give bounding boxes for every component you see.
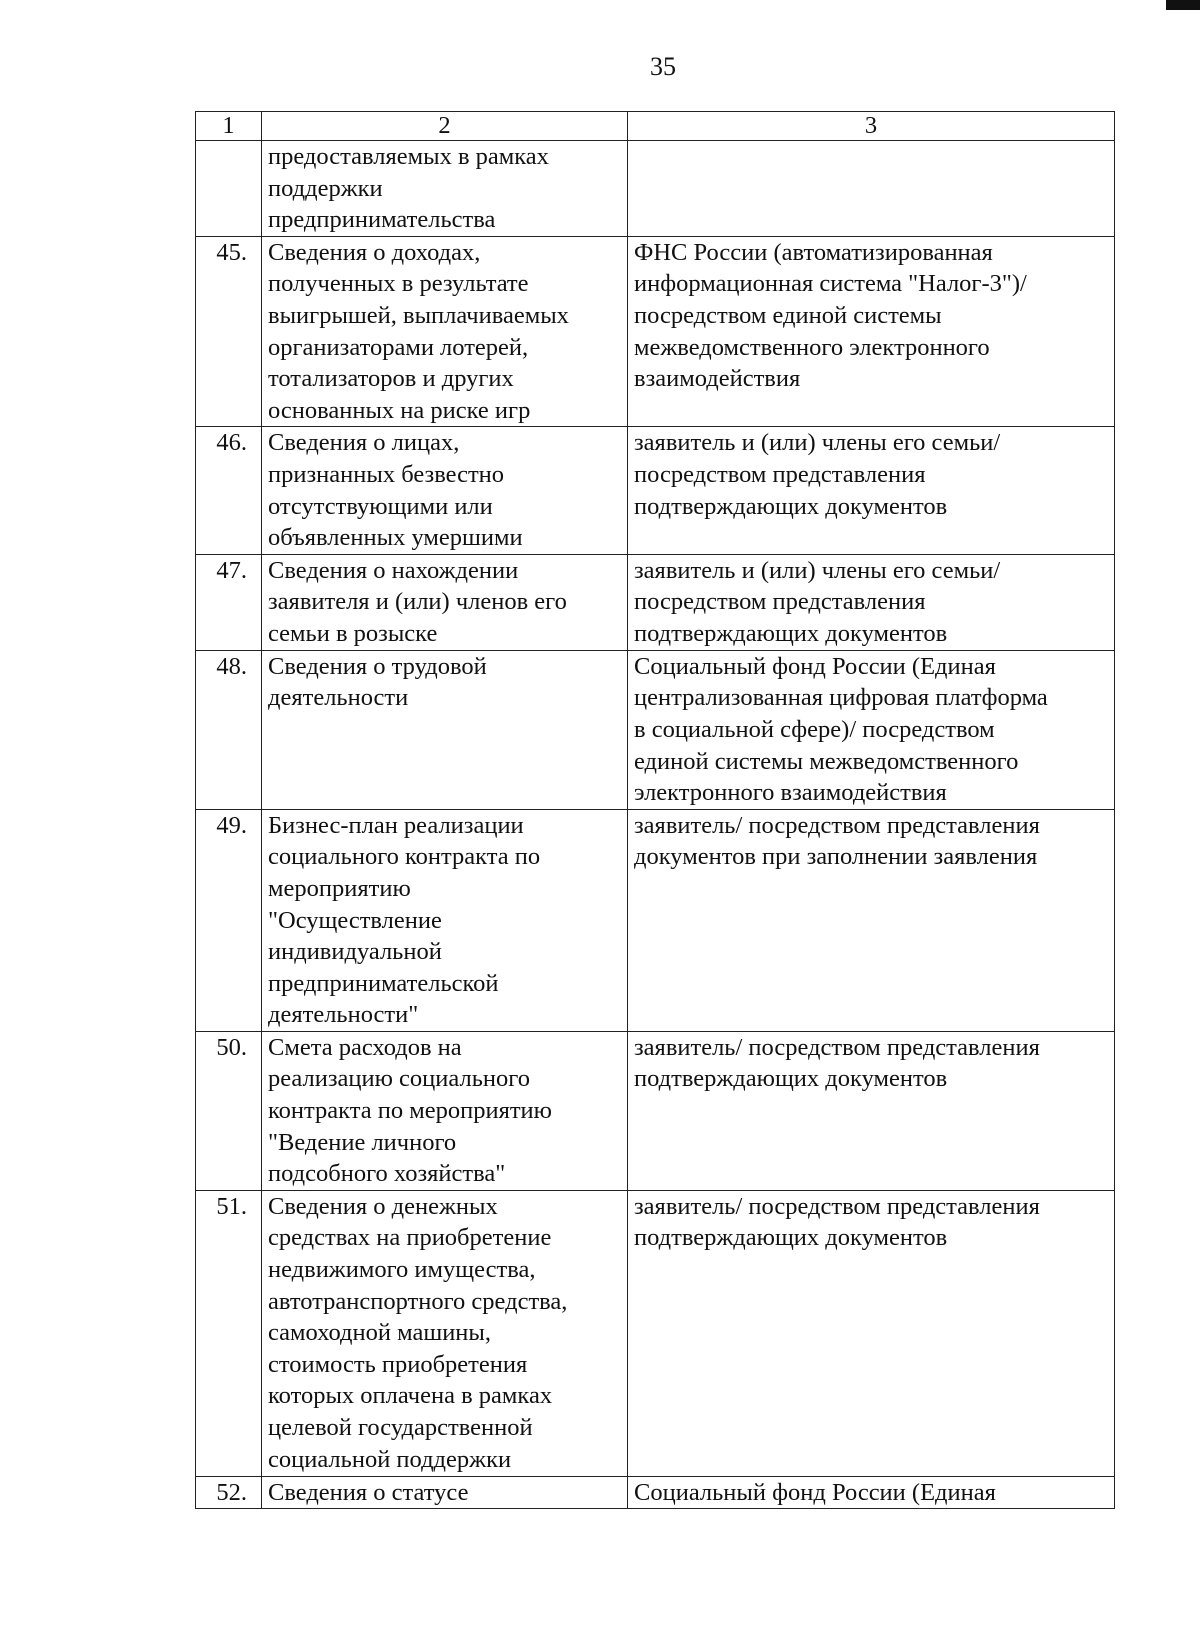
table-row: [196, 236, 1115, 427]
row-source: Социальный фонд России (Единая: [628, 1476, 1115, 1509]
table-row: [196, 1031, 1115, 1190]
table-header-row: [196, 112, 1115, 141]
row-description: Смета расходов на реализацию социального контракта по мероприятию "Ведение личного подсобного хозяйства": [262, 1031, 628, 1190]
row-number: 48.: [196, 650, 262, 809]
row-number: 52.: [196, 1476, 262, 1509]
row-source: Социальный фонд России (Единая централизованная цифровая платформа в социальной сфере)/ посредством единой системы межведомственного электронного взаимодействия: [628, 650, 1115, 809]
page-number: 35: [650, 52, 676, 81]
row-number: 46.: [196, 427, 262, 554]
row-source: заявитель/ посредством представления документов при заполнении заявления: [628, 809, 1115, 1031]
row-description: Бизнес-план реализации социального контракта по мероприятию "Осуществление индивидуальной предпринимательской деятельности": [262, 809, 628, 1031]
row-source: [628, 141, 1115, 237]
row-description: Сведения о доходах, полученных в результате выигрышей, выплачиваемых организаторами лотерей, тотализаторов и других основанных на риске игр: [262, 236, 628, 427]
row-number: 47.: [196, 554, 262, 650]
header-cell-col2: 2: [262, 112, 628, 141]
row-description: Сведения о статусе: [262, 1476, 628, 1509]
table-row: [196, 809, 1115, 1031]
row-source: заявитель и (или) члены его семьи/ посредством представления подтверждающих документов: [628, 427, 1115, 554]
row-number: 45.: [196, 236, 262, 427]
row-source: заявитель/ посредством представления подтверждающих документов: [628, 1190, 1115, 1476]
row-number: [196, 141, 262, 237]
table-row: [196, 1190, 1115, 1476]
row-source: заявитель и (или) члены его семьи/ посредством представления подтверждающих документов: [628, 554, 1115, 650]
table-row: [196, 650, 1115, 809]
row-description: Сведения о нахождении заявителя и (или) членов его семьи в розыске: [262, 554, 628, 650]
table-row: [196, 427, 1115, 554]
row-number: 49.: [196, 809, 262, 1031]
header-cell-col3: 3: [628, 112, 1115, 141]
row-source: заявитель/ посредством представления подтверждающих документов: [628, 1031, 1115, 1190]
table-row: [196, 1476, 1115, 1509]
row-description: Сведения о лицах, признанных безвестно отсутствующими или объявленных умершими: [262, 427, 628, 554]
table-row: [196, 554, 1115, 650]
row-description: предоставляемых в рамках поддержки предпринимательства: [262, 141, 628, 237]
row-number: 51.: [196, 1190, 262, 1476]
scan-corner-mark: [1166, 0, 1200, 10]
table-row: [196, 141, 1115, 237]
row-source: ФНС России (автоматизированная информационная система "Налог-3")/ посредством единой системы межведомственного электронного взаимодействия: [628, 236, 1115, 427]
row-number: 50.: [196, 1031, 262, 1190]
documents-table: [195, 111, 1115, 1509]
row-description: Сведения о трудовой деятельности: [262, 650, 628, 809]
row-description: Сведения о денежных средствах на приобретение недвижимого имущества, автотранспортного средства, самоходной машины, стоимость приобретения которых оплачена в рамках целевой государственной социальной поддержки: [262, 1190, 628, 1476]
header-cell-col1: 1: [196, 112, 262, 141]
